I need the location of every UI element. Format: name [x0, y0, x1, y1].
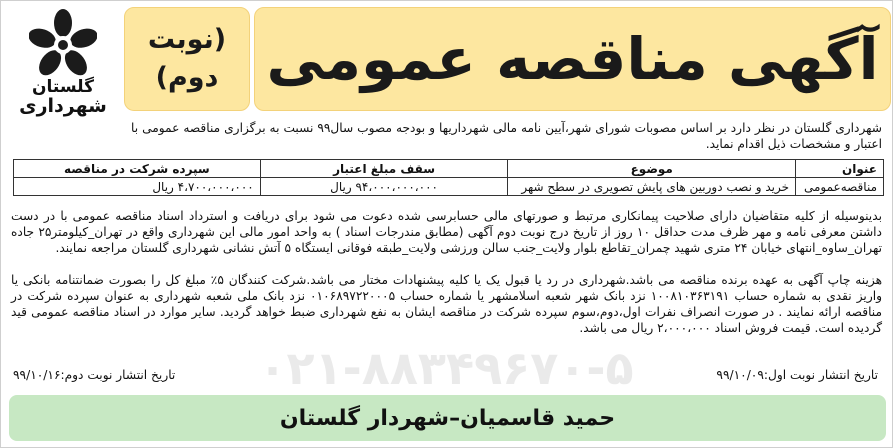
intro-paragraph: شهرداری گلستان در نظر دارد بر اساس مصوبات شورای شهر،آیین نامه مالی شهرداریها و بودجه مصوب سال۹۹ نسبت به برگزاری مناقصه عمومی با اعتبار و مشخصات ذیل اقدام نماید.	[131, 121, 882, 151]
round-line-1: (نوبت	[147, 24, 227, 55]
cell-subject: خرید و نصب دوربین های پایش تصویری در سطح شهر	[508, 178, 796, 196]
municipality-logo	[7, 7, 119, 119]
logo-text-golestan: گلستان	[32, 77, 94, 97]
signature-banner	[9, 395, 886, 441]
cell-title: مناقصه‌عمومی	[796, 178, 884, 196]
header-subject: موضوع	[508, 160, 796, 178]
cell-budget: ۹۴،۰۰۰،۰۰۰،۰۰۰ ریال	[260, 178, 508, 196]
header-title: عنوان	[796, 160, 884, 178]
phone-watermark: ۰۲۱-۸۸۳۴۹۶۷۰-۵	[258, 341, 634, 395]
round-banner	[124, 7, 250, 111]
invitation-paragraph: بدینوسیله از کلیه متقاضیان دارای صلاحیت پیمانکاری مرتبط و صورتهای مالی حسابرسی شده دعوت می شود برای دریافت و استرداد اسناد مناقصه عمومی با در دست داشتن معرفی نامه و مهر ظرف مدت حداقل ۱۰ روز از تاریخ درج نوبت دوم آگهی (مطابق مندرجات اسناد ) به واحد امور مالی این شهرداری واقع در تهران_کیلومتر۲۵ جاده تهران_ساوه_انتهای خیابان ۲۴ متری شهید چمران_تقاطع بلوار ولایت_جنب سالن ورزشی ولایت_طبقه فوقانی ایستگاه ۵ آتش نشانی شهرداری گلستان مراجعه نمایند.	[11, 209, 882, 255]
first-publication-date: تاریخ انتشار نوبت اول:۹۹/۱۰/۰۹	[716, 368, 878, 382]
publication-dates	[13, 368, 878, 384]
flower-logo-icon	[29, 9, 97, 77]
conditions-paragraph: هزینه چاپ آگهی به عهده برنده مناقصه می باشد.شهرداری در رد یا قبول یک یا کلیه پیشنهادات مختار می باشد.شرکت کنندگان ۵٪ مبلغ کل را بصورت ضمانتنامه بانکی یا واریز نقدی به شماره حساب ۱۰۰۸۱۰۳۶۳۱۹۱ نزد بانک شهر شعبه اسلامشهر یا شماره حساب ۰۱۰۶۸۹۷۲۲۰۰۰۵ نزد بانک ملی شعبه شهرداری به عنوان سپرده شرکت در مناقصه ارائه نمایند . در صورت انصراف نفرات اول،دوم،سوم سپرده شرکت در مناقصه ایشان به نفع شهرداری ضبط خواهد گردید. سایر موارد در اسناد مناقصه عمومی قید گردیده است. قیمت فروش اسناد ۲،۰۰۰،۰۰۰ ریال می باشد.	[11, 273, 882, 335]
notice-title: آگهی مناقصه عمومی	[266, 25, 879, 93]
second-publication-date: تاریخ انتشار نوبت دوم:۹۹/۱۰/۱۶	[13, 368, 176, 382]
cell-deposit: ۴،۷۰۰،۰۰۰،۰۰۰ ریال	[14, 178, 261, 196]
round-line-2: دوم)	[155, 62, 219, 93]
logo-text-municipality: شهرداری	[19, 95, 107, 117]
table-header-row	[14, 160, 884, 178]
tender-table	[13, 159, 884, 196]
title-banner	[254, 7, 891, 111]
header-deposit: سپرده شرکت در مناقصه	[14, 160, 261, 178]
mayor-signature: حمید قاسمیان–شهردار گلستان	[279, 405, 616, 431]
table-row	[14, 178, 884, 196]
header-budget: سقف مبلغ اعتبار	[260, 160, 508, 178]
